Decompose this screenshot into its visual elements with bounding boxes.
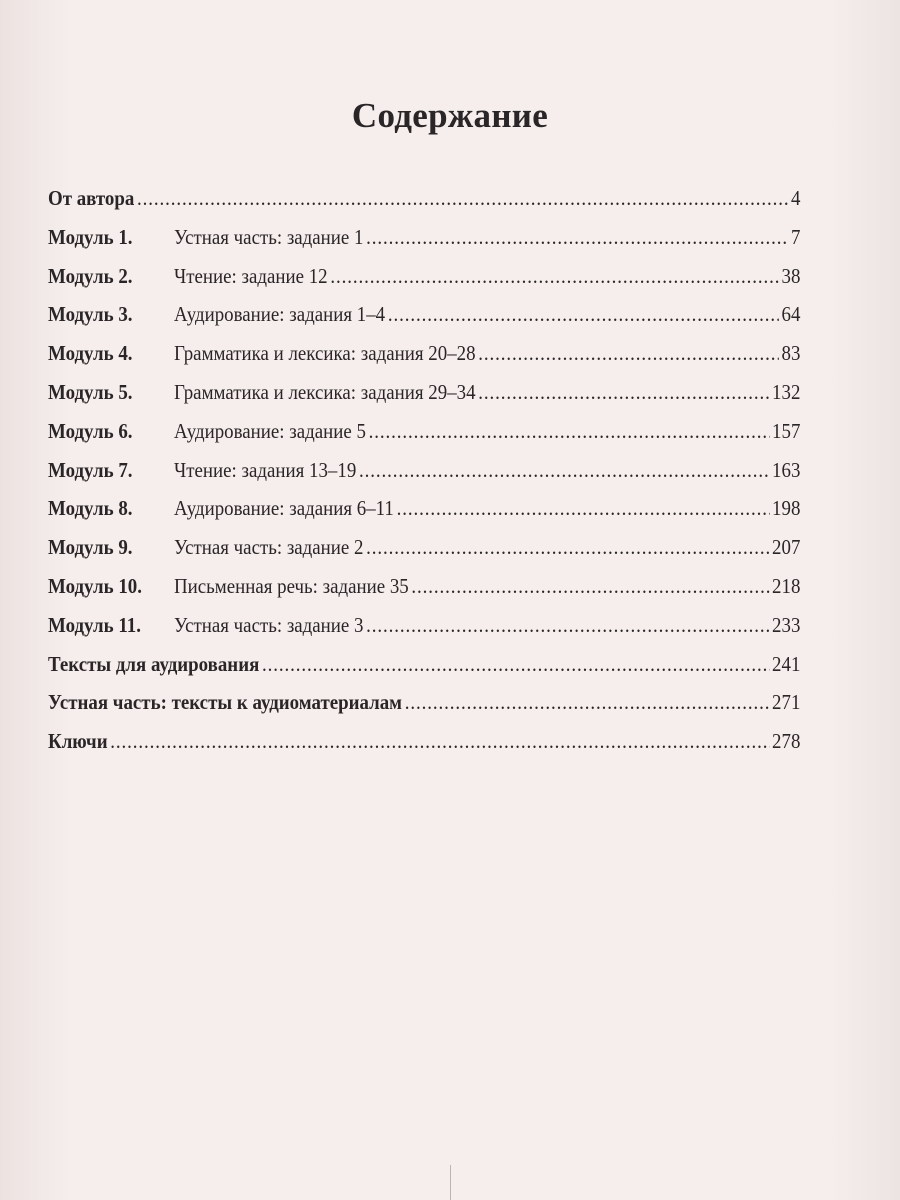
page-number: 198 (772, 496, 801, 521)
toc-entry (48, 186, 800, 225)
page-number: 83 (781, 341, 801, 366)
toc-entry (48, 264, 800, 303)
module-label: Модуль 11. (48, 612, 141, 637)
module-label: Модуль 6. (48, 418, 133, 443)
dot-leader (369, 419, 770, 444)
entry-title: Письменная речь: задание 35 (174, 573, 409, 598)
dot-leader (366, 535, 769, 560)
entry-title: Чтение: задание 12 (174, 263, 328, 288)
module-label: Модуль 10. (48, 573, 142, 598)
entry-title: От автора (48, 186, 135, 210)
entry-title: Аудирование: задание 5 (174, 418, 366, 443)
dot-leader (397, 496, 770, 521)
dot-leader (478, 380, 769, 405)
entry-title: Грамматика и лексика: задания 20–28 (174, 341, 476, 366)
page-number: 4 (790, 186, 801, 210)
page-number: 157 (772, 418, 801, 443)
entry-title: Тексты для аудирования (48, 651, 260, 676)
page-fold (450, 1165, 451, 1200)
page-number: 132 (772, 379, 801, 404)
toc-entry (48, 341, 800, 380)
dot-leader (330, 264, 778, 289)
page-number: 233 (772, 612, 801, 637)
module-label: Модуль 9. (48, 535, 133, 560)
dot-leader (110, 729, 769, 754)
dot-leader (478, 341, 779, 366)
entry-title: Аудирование: задания 1–4 (174, 302, 386, 327)
entry-title: Ключи (48, 729, 108, 754)
entry-title: Грамматика и лексика: задания 29–34 (174, 379, 476, 404)
dot-leader (262, 652, 769, 677)
toc-entry (48, 458, 800, 497)
page-number: 278 (772, 729, 801, 754)
toc-entry (48, 652, 800, 691)
toc-entry (48, 380, 800, 419)
dot-leader (411, 574, 769, 599)
page-title: Содержание (351, 96, 549, 135)
dot-leader (366, 613, 769, 638)
page-number: 38 (781, 263, 801, 288)
dot-leader (366, 225, 788, 250)
page-number: 207 (772, 535, 801, 560)
entry-title: Устная часть: задание 3 (174, 612, 364, 637)
dot-leader (388, 302, 779, 327)
module-label: Модуль 7. (48, 457, 133, 482)
toc-entry (48, 729, 800, 768)
page-number: 163 (772, 457, 801, 482)
module-label: Модуль 2. (48, 263, 133, 288)
page-number: 64 (781, 302, 801, 327)
entry-title: Устная часть: задание 1 (174, 224, 364, 249)
module-label: Модуль 1. (48, 224, 133, 249)
page-number: 7 (790, 224, 801, 249)
dot-leader (359, 458, 769, 483)
entry-title: Устная часть: задание 2 (174, 535, 364, 560)
toc-entry (48, 496, 800, 535)
toc-entry (48, 535, 800, 574)
entry-title: Чтение: задания 13–19 (174, 457, 357, 482)
toc-entry (48, 613, 800, 652)
page-number: 218 (772, 573, 801, 598)
page-number: 241 (772, 651, 801, 676)
module-label: Модуль 3. (48, 302, 133, 327)
module-label: Модуль 5. (48, 379, 133, 404)
toc-entry (48, 419, 800, 458)
module-label: Модуль 4. (48, 341, 133, 366)
toc-entry (48, 574, 800, 613)
entry-title: Устная часть: тексты к аудиоматериалам (48, 690, 403, 715)
page-number: 271 (772, 690, 801, 715)
module-label: Модуль 8. (48, 496, 133, 521)
entry-title: Аудирование: задания 6–11 (174, 496, 394, 521)
toc-entry (48, 690, 800, 729)
toc-entry (48, 225, 800, 264)
dot-leader (137, 186, 788, 211)
dot-leader (405, 690, 770, 715)
table-of-contents (48, 186, 800, 768)
toc-entry (48, 302, 800, 341)
